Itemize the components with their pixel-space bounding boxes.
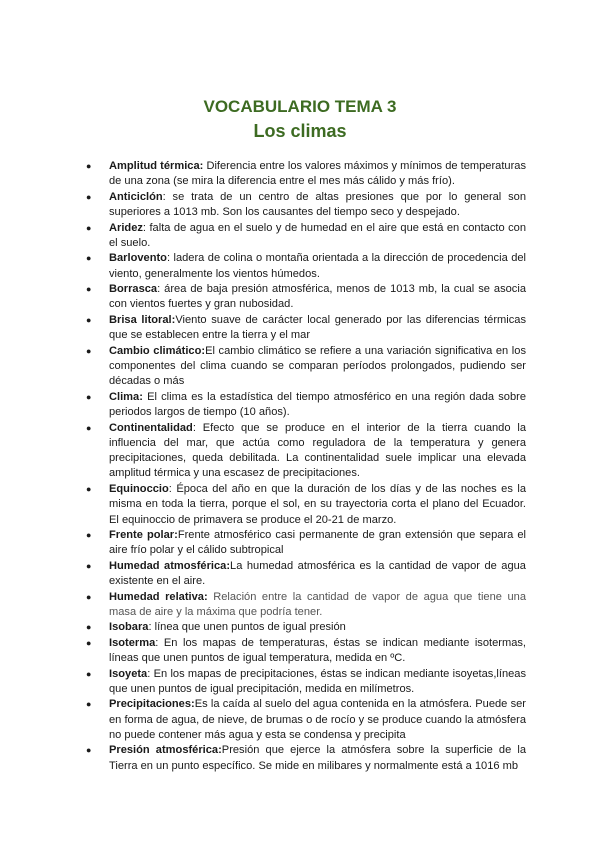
entry-term: Humedad relativa: [109,590,208,603]
vocabulary-entry [86,528,526,559]
entry-definition: : línea que unen puntos de igual presión [148,621,346,634]
entry-definition: : En los mapas de precipitaciones, éstas se indican mediante isoyetas,líneas que unen puntos de igual precipitación, medida en milímetros. [109,667,526,695]
entry-term: Brisa litoral: [109,313,176,326]
vocabulary-entry [86,636,526,667]
vocabulary-entry [86,390,526,421]
bullet-icon: ● [86,191,92,202]
page-subtitle: Los climas [253,121,347,141]
vocabulary-entry [86,282,526,313]
bullet-icon: ● [86,560,92,571]
entry-definition: Es la caída al suelo del agua contenida en la atmósfera. Puede ser en forma de agua, de nieve, de brumas o de rocío y se produce cuando la atmósfera no puede contener más agua y esta se condensa y precipita [109,698,526,741]
entry-term: Isoyeta [109,667,148,680]
bullet-icon: ● [86,161,92,171]
vocabulary-entry [86,620,526,635]
vocabulary-entry [86,482,526,528]
entry-term: Continentalidad [109,421,193,434]
entry-definition: : falta de agua en el suelo y de humedad en el aire que está en contacto con el suelo. [109,221,526,249]
entry-definition: Diferencia entre los valores máximos y mínimos de temperaturas de una zona (se mira la diferencia entre el mes más cálido y más frío). [109,160,526,188]
entry-term: Cambio climático: [109,344,206,357]
vocabulary-list [86,159,526,774]
bullet-icon: ● [86,253,92,264]
entry-definition: El clima es la estadística del tiempo atmosférico en una región dada sobre periodos largos de tiempo (10 años). [109,390,526,419]
entry-definition: : ladera de colina o montaña orientada a la dirección de procedencia del viento, generalmente los vientos húmedos. [109,252,526,280]
entry-definition: Viento suave de carácter local generado por las diferencias térmicas que se establecen entre la tierra y el mar [109,313,526,342]
bullet-icon: ● [86,745,92,756]
bullet-icon: ● [86,314,92,325]
page-title: VOCABULARIO TEMA 3 [203,97,397,116]
entry-term: Precipitaciones: [109,698,195,711]
entry-definition: : Efecto que se produce en el interior de la tierra cuando la influencia del mar, que actúa como reguladora de la temperatura y genera precipitaciones, queda debilitada. La continentalidad suele implicar una elevada amplitud térmica y una escasez de precipitaciones. [109,421,526,480]
vocabulary-entry [86,221,526,252]
entry-definition: : Época del año en que la duración de los días y de las noches es la misma en toda la tierra, porque el sol, en su trayectoria corta el plano del Ecuador. El equinoccio de primavera se produce el 20-21 de marzo. [109,482,526,526]
vocabulary-entry [86,190,526,221]
bullet-icon: ● [86,699,92,710]
entry-term: Anticiclón [109,190,163,203]
entry-definition: La humedad atmosférica es la cantidad de vapor de agua existente en el aire. [109,559,526,588]
entry-term: Aridez [109,221,143,234]
entry-term: Barlovento [109,252,167,265]
vocabulary-entry [86,251,526,282]
entry-term: Clima: [109,390,143,403]
vocabulary-entry [86,313,526,344]
entry-definition: Presión que ejerce la atmósfera sobre la superficie de la Tierra en un punto específico. Se mide en milibares y normalmente está a 1016 mb [109,744,526,772]
entry-term: Frente polar: [109,529,178,541]
bullet-icon: ● [86,422,92,433]
entry-definition: : se trata de un centro de altas presiones que por lo general son superiores a 1013 mb. Son los causantes del tiempo seco y despejado. [109,190,526,219]
entry-term: Equinoccio [109,482,169,495]
vocabulary-entry [86,421,526,482]
vocabulary-entry [86,743,526,774]
bullet-icon: ● [86,668,92,679]
entry-definition: Frente atmosférico casi permanente de gran extensión que separa el aire frío polar y el cálido subtropical [109,529,526,557]
vocabulary-entry [86,697,526,743]
bullet-icon: ● [86,483,92,494]
bullet-icon: ● [86,530,92,540]
entry-definition: El cambio climático se refiere a una variación significativa en los componentes del clima cuando se comparan períodos prolongados, pudiendo ser décadas o más [109,344,526,388]
vocabulary-entry [86,590,526,621]
vocabulary-entry [86,159,526,190]
vocabulary-entry [86,667,526,698]
bullet-icon: ● [86,222,92,233]
entry-definition: : área de baja presión atmosférica, menos de 1013 mb, la cual se asocia con vientos fuertes y gran nubosidad. [109,283,526,311]
entry-term: Isobara [109,621,149,634]
entry-term: Isoterma [109,636,156,649]
bullet-icon: ● [86,622,92,633]
bullet-icon: ● [86,591,92,602]
entry-definition: Relación entre la cantidad de vapor de agua que tiene una masa de aire y la máxima que podría tener. [109,590,526,618]
entry-term: Presión atmosférica: [109,744,222,757]
vocabulary-entry [86,559,526,590]
entry-definition: : En los mapas de temperaturas, éstas se indican mediante isotermas, líneas que unen puntos de igual temperatura, medida en ºC. [109,636,526,665]
vocabulary-entry [86,344,526,390]
bullet-icon: ● [86,391,92,402]
entry-term: Humedad atmosférica: [109,559,231,572]
bullet-icon: ● [86,637,92,648]
entry-term: Borrasca [109,283,158,296]
bullet-icon: ● [86,345,92,356]
bullet-icon: ● [86,284,92,295]
entry-term: Amplitud térmica: [109,160,204,172]
